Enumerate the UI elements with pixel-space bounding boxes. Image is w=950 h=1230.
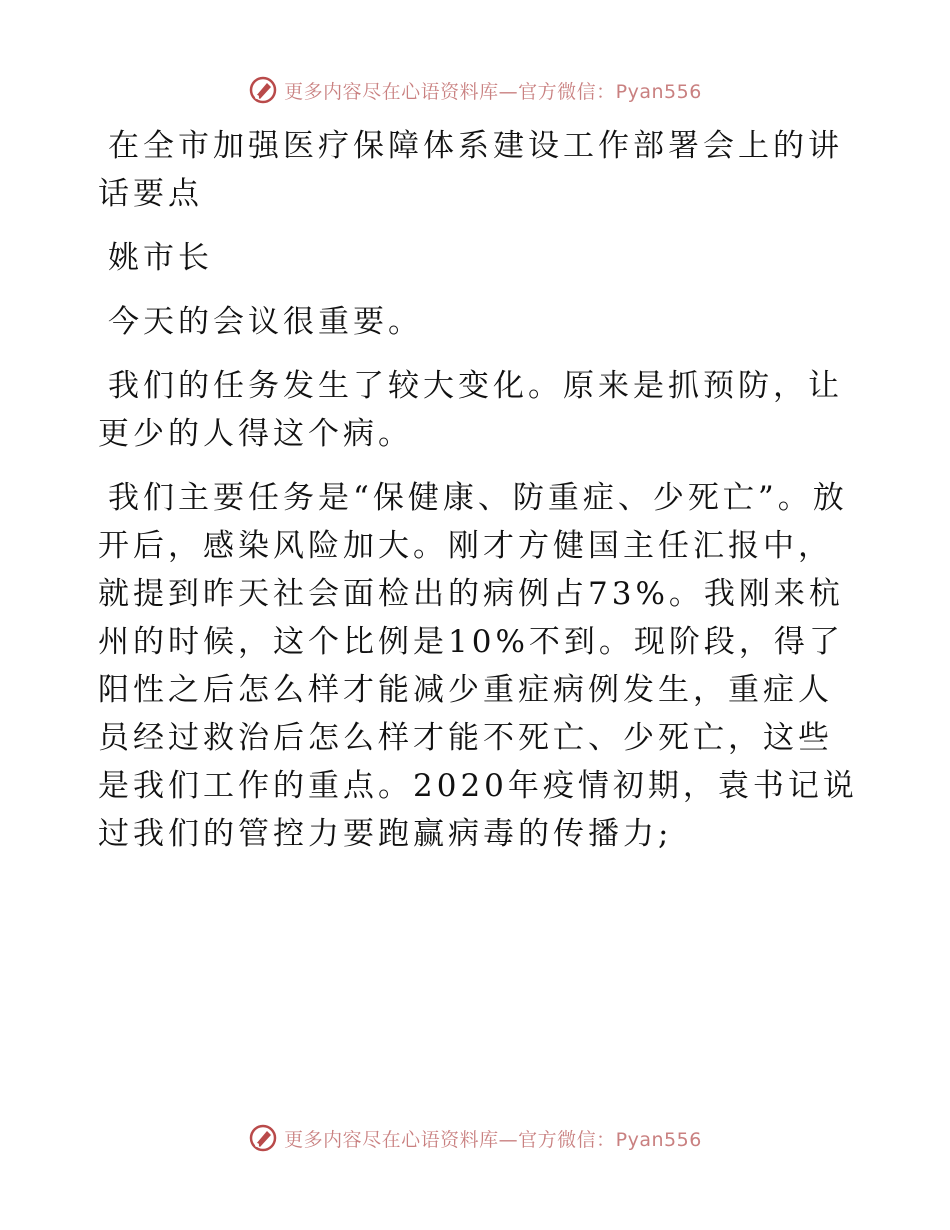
footer-banner [0, 1118, 950, 1158]
speaker-name: 姚市长 [108, 240, 213, 276]
paragraph: 今天的会议很重要。 [108, 304, 423, 340]
document-body [98, 122, 858, 858]
pen-nib-logo-icon [248, 1123, 278, 1153]
footer-banner-text: 更多内容尽在心语资料库—官方微信：Pyan556 [284, 1128, 702, 1151]
paragraph: 我们的任务发生了较大变化。原来是抓预防，让更少的人得这个病。 [98, 368, 843, 452]
paragraph: 我们主要任务是“保健康、防重症、少死亡”。放开后，感染风险加大。刚才方健国主任汇报中，就提到昨天社会面检出的病例占73%。我刚来杭州的时候，这个比例是10%不到。现阶段，得了阳性之后怎么样才能减少重症病例发生，重症人员经过救治后怎么样才能不死亡、少死亡，这些是我们工作的重点。2020年疫情初期，袁书记说过我们的管控力要跑赢病毒的传播力; [98, 480, 858, 852]
header-banner [0, 70, 950, 110]
header-banner-text: 更多内容尽在心语资料库—官方微信：Pyan556 [284, 80, 702, 103]
pen-nib-logo-icon [248, 75, 278, 105]
document-title: 在全市加强医疗保障体系建设工作部署会上的讲话要点 [98, 128, 843, 212]
